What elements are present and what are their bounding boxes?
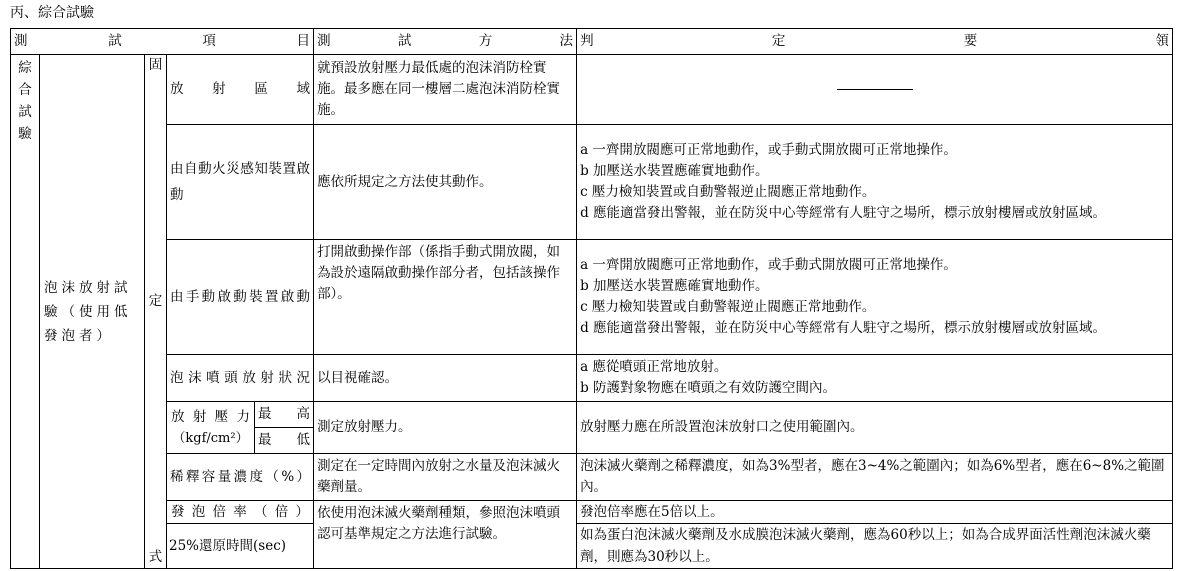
table-row (11, 355, 1173, 402)
pressure-label: 放射壓力 (171, 408, 250, 425)
criteria-item: b 加壓送水裝置應確實地動作。 (580, 278, 769, 294)
criteria-item: b 防護對象物應在噴頭之有效防護空間內。 (580, 380, 836, 396)
method-manual-start: 打開啟動操作部（係指手動式開放閥，如為設於遠隔啟動操作部分者，包括該操作部）。 (314, 240, 577, 355)
table-row (11, 240, 1173, 355)
category-char: 合 (18, 82, 32, 98)
table-row (11, 501, 1173, 569)
method-auto-start: 應依所規定之方法使其動作。 (314, 125, 577, 240)
fixed-label-mid: 定 (148, 293, 163, 309)
method-dilution: 測定在一定時間內放射之水量及泡沫滅火藥劑量。 (314, 454, 577, 501)
criteria-auto-start (577, 125, 1173, 240)
header-item: 測試項目 (11, 29, 314, 55)
page-title: 丙、綜合試驗 (10, 5, 94, 21)
header-row (11, 29, 1173, 55)
pressure-max-label: 最高 (255, 402, 314, 428)
item-drainage: 25%還原時間(sec) (169, 538, 287, 554)
subcategory-label: 泡沫放射試驗（使用低發泡者） (44, 279, 132, 344)
criteria-item: a 一齊開放閥應可正常地動作，或手動式開放閥可正常地操作。 (580, 142, 957, 158)
criteria-drainage: 如為蛋白泡沫滅火藥劑及水成膜泡沫滅火藥劑，應為60秒以上；如為合成界面活性劑泡沫滅火藥劑，則應為30秒以上。 (580, 527, 1151, 565)
item-pressure (167, 402, 255, 454)
fixed-type-cell (145, 55, 167, 569)
method-expansion: 依使用泡沫滅火藥劑種類，參照泡沫噴頭認可基準規定之方法進行試驗。 (314, 501, 577, 569)
table-row (11, 125, 1173, 240)
item-dilution: 稀釋容量濃度（%） (167, 454, 314, 501)
fixed-label-bottom: 式 (148, 549, 163, 565)
criteria-manual-start (577, 240, 1173, 355)
criteria-item: b 加壓送水裝置應確實地動作。 (580, 163, 769, 179)
category-char: 試 (18, 104, 32, 120)
method-nozzle: 以目視確認。 (314, 355, 577, 402)
criteria-area (577, 55, 1173, 125)
item-manual-start: 由手動啟動裝置啟動 (167, 240, 314, 355)
item-auto-start: 由自動火災感知裝置啟動 (167, 125, 314, 240)
item-expansion-and-drainage (167, 501, 314, 569)
table-row (11, 402, 1173, 428)
table-row (11, 454, 1173, 501)
item-expansion: 發泡倍率（倍） (167, 501, 313, 524)
item-nozzle: 泡沫噴頭放射狀況 (167, 355, 314, 402)
subcategory-cell (40, 55, 145, 569)
criteria-dilution: 泡沫滅火藥劑之稀釋濃度，如為3%型者，應在3~4%之範圍內；如為6%型者，應在6~8%之範圍內。 (577, 454, 1173, 501)
criteria-pressure: 放射壓力應在所設置泡沫放射口之使用範圍內。 (577, 402, 1173, 454)
header-method: 測試方法 (314, 29, 577, 55)
criteria-item: d 應能適當發出警報，並在防災中心等經常有人駐守之場所，標示放射樓層或放射區域。 (580, 320, 1106, 336)
criteria-expansion: 發泡倍率應在5倍以上。 (577, 501, 1172, 524)
item-area: 放射區域 (167, 55, 314, 125)
table-row (11, 55, 1173, 125)
criteria-item: c 壓力檢知裝置或自動警報逆止閥應正常地動作。 (580, 184, 876, 200)
method-pressure: 測定放射壓力。 (314, 402, 577, 454)
method-area: 就預設放射壓力最低處的泡沫消防栓實施。最多應在同一樓層二處泡沫消防栓實施。 (314, 55, 577, 125)
pressure-unit: （kgf/cm²） (172, 430, 249, 446)
category-cell (11, 55, 40, 569)
criteria-item: a 應從噴頭正常地放射。 (580, 359, 728, 375)
criteria-expansion-and-drainage (577, 501, 1173, 569)
fixed-label-top: 固 (148, 57, 163, 73)
criteria-item: c 壓力檢知裝置或自動警報逆止閥應正常地動作。 (580, 299, 876, 315)
criteria-item: d 應能適當發出警報，並在防災中心等經常有人駐守之場所，標示放射樓層或放射區域。 (580, 205, 1106, 221)
pressure-min-label: 最低 (255, 428, 314, 454)
test-spec-table (10, 28, 1173, 569)
header-criteria: 判定要領 (577, 29, 1173, 55)
category-char: 驗 (18, 126, 32, 142)
dash-line (837, 89, 913, 90)
criteria-nozzle (577, 355, 1173, 402)
category-char: 綜 (18, 60, 32, 76)
criteria-item: a 一齊開放閥應可正常地動作，或手動式開放閥可正常地操作。 (580, 257, 957, 273)
